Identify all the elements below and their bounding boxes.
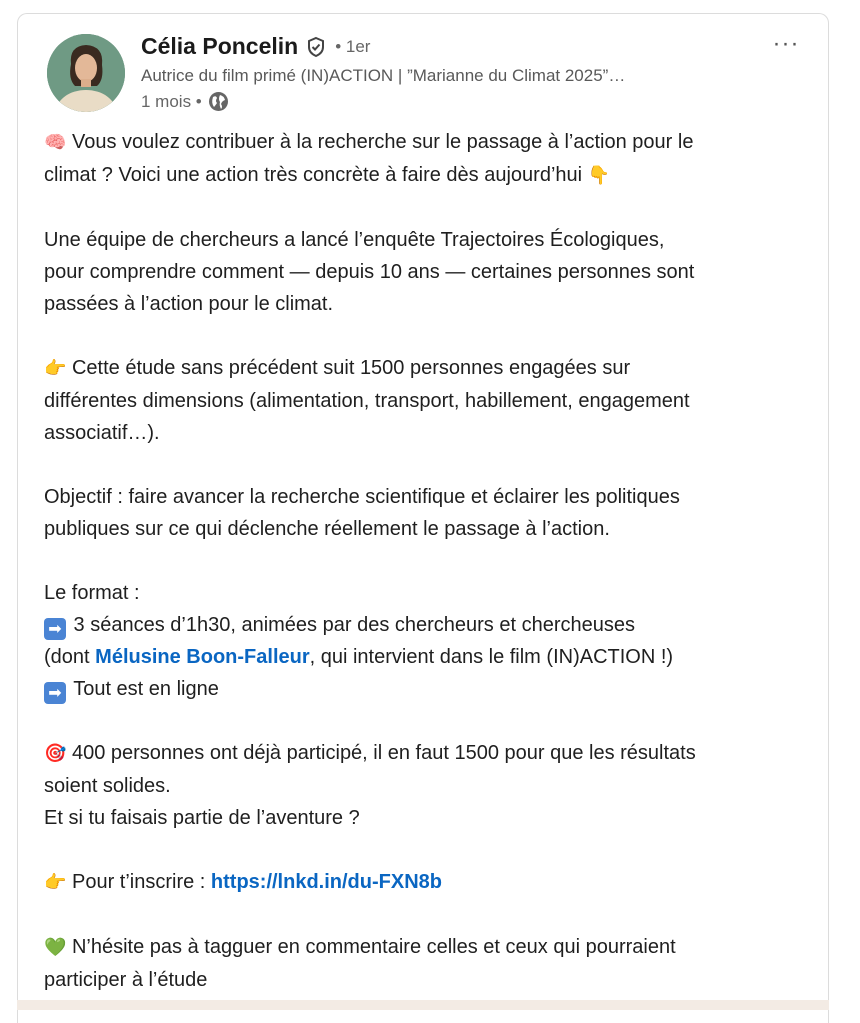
post-line: soient solides. xyxy=(44,775,171,797)
target-emoji: 🎯 xyxy=(44,743,67,764)
post-line: (dont xyxy=(44,646,96,668)
author-name-row xyxy=(141,33,370,60)
author-name[interactable]: Célia Poncelin xyxy=(141,33,299,59)
post-paragraph xyxy=(44,352,819,385)
arrow-right-icon: ➡ xyxy=(44,682,66,704)
post-line: participer à l’étude xyxy=(44,969,208,991)
point-right-emoji: 👉 xyxy=(44,872,67,893)
author-headline: Autrice du film primé (IN)ACTION | ”Marianne du Climat 2025”… xyxy=(141,66,626,85)
connection-degree: • 1er xyxy=(335,36,371,56)
post-meta xyxy=(141,91,229,112)
post-paragraph xyxy=(44,609,819,641)
post-paragraph xyxy=(44,126,819,159)
post-line: N’hésite pas à tagguer en commentaire celles et ceux qui pourraient xyxy=(66,936,676,958)
post-line: , qui intervient dans le film (IN)ACTION !) xyxy=(309,646,674,668)
arrow-right-icon: ➡ xyxy=(44,618,66,640)
post-line: différentes dimensions (alimentation, transport, habillement, engagement xyxy=(44,390,690,412)
post-time: 1 mois • xyxy=(141,91,202,111)
avatar-photo xyxy=(47,34,125,112)
more-horizontal-icon: ··· xyxy=(772,30,800,57)
mention-link[interactable]: Mélusine Boon-Falleur xyxy=(95,646,310,668)
author-avatar[interactable] xyxy=(47,34,125,112)
post-text xyxy=(44,126,819,996)
post-paragraph xyxy=(44,159,819,192)
post-line: 400 personnes ont déjà participé, il en faut 1500 pour que les résultats xyxy=(66,742,696,764)
green-heart-emoji: 💚 xyxy=(44,937,67,958)
point-right-emoji: 👉 xyxy=(44,358,67,379)
post-line: pour comprendre comment — depuis 10 ans — certaines personnes sont xyxy=(44,261,695,283)
brain-emoji: 🧠 xyxy=(44,132,67,153)
post-line: Vous voulez contribuer à la recherche sur le passage à l’action pour le xyxy=(66,131,694,153)
post-line: Le format : xyxy=(44,582,140,604)
shield-check-icon xyxy=(305,36,327,58)
post-paragraph xyxy=(44,866,819,899)
post-paragraph xyxy=(44,931,819,964)
post-line: Tout est en ligne xyxy=(68,678,219,700)
point-down-emoji: 👇 xyxy=(587,165,611,186)
post-line: passées à l’action pour le climat. xyxy=(44,293,334,315)
post-line: Objectif : faire avancer la recherche scientifique et éclairer les politiques xyxy=(44,486,680,508)
post-line: Pour t’inscrire : xyxy=(66,871,211,893)
post-line: Et si tu faisais partie de l’aventure ? xyxy=(44,807,360,829)
globe-icon xyxy=(208,91,229,112)
signup-link[interactable]: https://lnkd.in/du-FXN8b xyxy=(210,871,442,893)
post-line: Une équipe de chercheurs a lancé l’enquête Trajectoires Écologiques, xyxy=(44,229,665,251)
post-card-bottom-strip xyxy=(17,1000,829,1010)
post-line: publiques sur ce qui déclenche réellement le passage à l’action. xyxy=(44,518,610,540)
post-line: associatif…). xyxy=(44,422,160,444)
post-line: climat ? Voici une action très concrète à faire dès aujourd’hui xyxy=(44,164,588,186)
post-paragraph xyxy=(44,641,819,673)
post-paragraph xyxy=(44,673,819,705)
post-line: 3 séances d’1h30, animées par des chercheurs et chercheuses xyxy=(68,614,636,636)
post-line: Cette étude sans précédent suit 1500 personnes engagées sur xyxy=(66,357,631,379)
post-paragraph xyxy=(44,737,819,770)
more-options-button[interactable] xyxy=(768,30,804,58)
